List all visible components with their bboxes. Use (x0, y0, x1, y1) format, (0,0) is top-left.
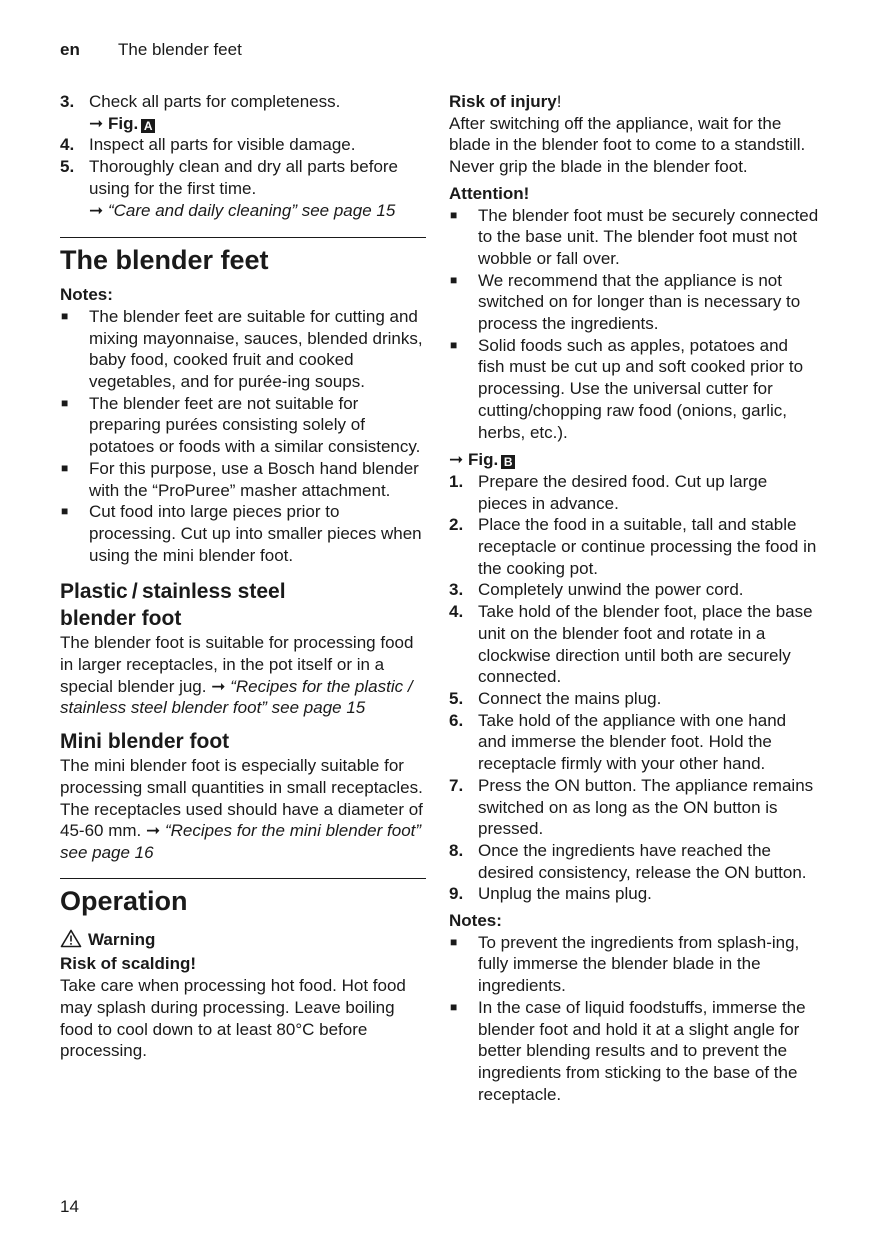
step-number: 6. (449, 710, 464, 730)
list-item (449, 710, 819, 775)
step-number: 7. (449, 775, 464, 795)
step-number: 2. (449, 515, 464, 535)
square-bullet-icon: ■ (450, 207, 458, 222)
square-bullet-icon: ■ (450, 999, 458, 1014)
paragraph-text: The blender foot is suitable for processing food in larger receptacles, in the pot itself or in a special blender jug. (60, 633, 414, 696)
square-bullet-icon: ■ (61, 460, 69, 475)
risk-injury-paragraph: After switching off the appliance, wait for the blade in the blender foot to come to a standstill. Never grip the blade in the blender foot. (449, 113, 806, 177)
square-bullet-icon: ■ (450, 934, 458, 949)
arrow-right-icon: ➞ (145, 821, 161, 841)
prep-steps-list (60, 91, 426, 221)
step-number: 5. (449, 688, 464, 708)
exclamation: ! (556, 92, 562, 111)
list-item (449, 514, 819, 579)
list-item (449, 688, 819, 710)
step-text: Place the food in a suitable, tall and stable receptacle or continue processing the food in the cooking pot. (478, 515, 817, 578)
square-bullet-icon: ■ (450, 272, 458, 287)
risk-scalding-label: Risk of scalding! (60, 954, 197, 974)
warning-label: Warning (88, 929, 156, 949)
section-title-operation: Operation (60, 878, 426, 919)
running-header (60, 40, 242, 60)
arrow-right-icon: ➞ (449, 450, 464, 470)
mini-paragraph (60, 755, 426, 864)
notes-list (60, 306, 426, 566)
step-text: Completely unwind the power cord. (478, 580, 744, 600)
arrow-right-icon: ➞ (89, 200, 104, 220)
step-number: 8. (449, 840, 464, 860)
list-item (449, 579, 819, 601)
attention-text: Solid foods such as apples, potatoes and fish must be cut up and soft cooked prior to processing. Use the universal cutter for cutting/chopping raw food (onions, garlic, herbs, etc.). (478, 335, 804, 442)
title-line: blender foot (60, 607, 182, 631)
cross-reference[interactable] (89, 200, 426, 222)
list-item (60, 458, 426, 501)
attention-text: We recommend that the appliance is not switched on for longer than is necessary to process the ingredients. (478, 270, 801, 334)
notes-list (449, 932, 819, 1106)
figure-reference (449, 449, 819, 471)
attention-label: Attention! (449, 183, 530, 203)
list-item (449, 932, 819, 997)
risk-injury-label: Risk of injury (449, 92, 557, 111)
step-text: Prepare the desired food. Cut up large pieces in advance. (478, 471, 768, 513)
step-text: Connect the mains plug. (478, 688, 662, 708)
square-bullet-icon: ■ (61, 308, 69, 323)
list-item (449, 471, 819, 514)
list-item (449, 270, 819, 335)
list-item (449, 997, 819, 1106)
step-text: Press the ON button. The appliance remains switched on as long as the ON button is pressed. (478, 775, 814, 839)
list-item (449, 883, 819, 905)
step-number: 9. (449, 884, 464, 904)
square-bullet-icon: ■ (61, 504, 69, 519)
list-item (60, 393, 426, 458)
list-item (60, 501, 426, 566)
list-item (60, 156, 426, 221)
step-number: 5. (60, 157, 75, 177)
fig-label: Fig. (107, 113, 139, 133)
list-item (449, 775, 819, 840)
step-text: Take hold of the blender foot, place the base unit on the blender foot and rotate in a clockwise direction until both are securely connected. (478, 602, 813, 687)
warning-triangle-icon (60, 929, 82, 954)
left-column (60, 91, 426, 1062)
list-item (60, 134, 426, 156)
subsection-title-mini: Mini blender foot (60, 730, 230, 754)
step-number: 4. (449, 602, 464, 622)
notes-label: Notes: (60, 285, 113, 305)
right-column (449, 91, 819, 1105)
figure-letter-badge: A (141, 119, 155, 133)
step-number: 4. (60, 135, 75, 155)
arrow-right-icon: ➞ (89, 113, 104, 133)
plastic-paragraph (60, 632, 426, 719)
step-number: 3. (449, 580, 464, 600)
list-item (449, 601, 819, 688)
step-text: Thoroughly clean and dry all parts before using for the first time. (89, 157, 399, 198)
warning-heading (60, 929, 426, 954)
cross-reference[interactable]: “Recipes for the plastic / stainless steel blender foot” see page 15 (60, 676, 413, 718)
step-text: Take hold of the appliance with one hand and immerse the blender foot. Hold the receptacle firmly with your other hand. (478, 710, 787, 774)
paragraph-text: The mini blender foot is especially suitable for processing small quantities in small receptacles. The receptacles used should have a diameter of 45-60 mm. (60, 756, 423, 841)
notes-label: Notes: (449, 911, 502, 931)
note-text: In the case of liquid foodstuffs, immerse the blender foot and hold it at a slight angle for better blending results and to prevent the ingredients from sticking to the base of the receptacle. (478, 997, 806, 1104)
step-text: Inspect all parts for visible damage. (89, 135, 356, 155)
header-title: The blender feet (118, 40, 242, 59)
xref-text: “Care and daily cleaning” see page 15 (107, 200, 396, 220)
risk-injury-heading (449, 91, 819, 113)
step-number: 3. (60, 92, 75, 111)
section-title-blender-feet: The blender feet (60, 237, 426, 278)
figure-letter-badge: B (501, 455, 515, 469)
note-text: For this purpose, use a Bosch hand blender with the “ProPuree” masher attachment. (89, 458, 419, 500)
title-line: Plastic / stainless steel (60, 580, 286, 604)
list-item (449, 335, 819, 444)
square-bullet-icon: ■ (450, 337, 458, 352)
page-number: 14 (60, 1197, 79, 1216)
cross-reference[interactable]: “Recipes for the mini blender foot” see page 16 (60, 821, 422, 862)
list-item (60, 91, 426, 134)
step-text: Unplug the mains plug. (478, 884, 652, 904)
step-text: Check all parts for completeness. (89, 92, 341, 111)
language-code: en (60, 40, 80, 59)
arrow-right-icon: ➞ (211, 676, 226, 696)
attention-list (449, 205, 819, 444)
note-text: The blender feet are not suitable for preparing purées consisting solely of potatoes or foods with a similar consistency. (89, 393, 421, 457)
scalding-paragraph: Take care when processing hot food. Hot food may splash during processing. Leave boiling food to cool down to at least 80°C before processing. (60, 976, 406, 1061)
note-text: To prevent the ingredients from splash-ing, fully immerse the blender blade in the ingredients. (478, 932, 800, 996)
step-number: 1. (449, 471, 464, 491)
square-bullet-icon: ■ (61, 395, 69, 410)
subsection-title-plastic (60, 578, 426, 632)
list-item (449, 205, 819, 270)
attention-text: The blender foot must be securely connected to the base unit. The blender foot must not wobble or fall over. (478, 205, 819, 268)
list-item (60, 306, 426, 393)
fig-label: Fig. (467, 450, 499, 470)
note-text: The blender feet are suitable for cutting and mixing mayonnaise, sauces, blended drinks, baby food, cooked fruit and cooked vegetables, and for purée-ing soups. (89, 306, 423, 392)
operation-steps-list (449, 471, 819, 905)
step-text: Once the ingredients have reached the desired consistency, release the ON button. (478, 840, 807, 882)
list-item (449, 840, 819, 883)
figure-reference (89, 113, 426, 135)
note-text: Cut food into large pieces prior to processing. Cut up into smaller pieces when using the mini blender foot. (89, 502, 422, 565)
